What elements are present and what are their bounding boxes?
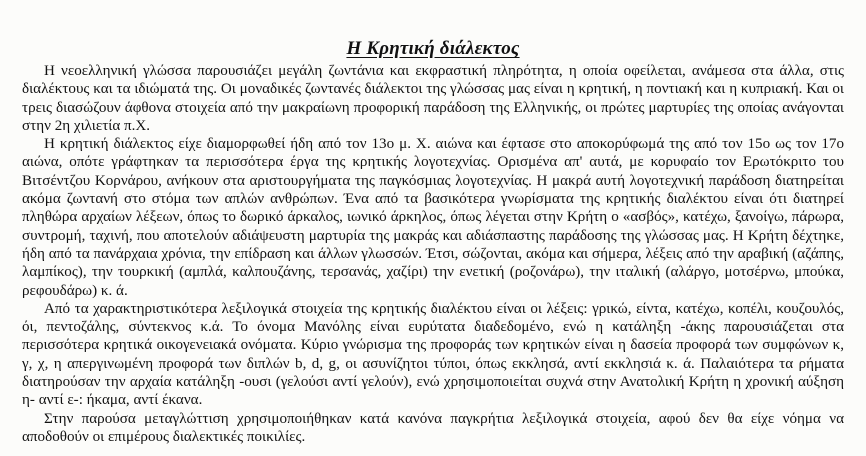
page-title: Η Κρητική διάλεκτος [346,38,520,59]
paragraph-features: Από τα χαρακτηριστικότερα λεξιλογικά στοιχεία της κρητικής διαλέκτου είναι οι λέξεις: γρικώ, είντα, κατέχω, κοπέλι, κουζουλός, όι, πεντοζάλης, σύντεκνος κ.ά. Το όνομα Μανόλης είναι ευρύτατα διαδεδομένο, ενώ η κατάληξη -άκης παρουσιάζεται στα περισσότερα κρητικά οικογενειακά ονόματα. Κύριο γνώρισμα της προφοράς των κρητικών είναι η δασεία προφορά των συμφώνων κ, γ, χ, η απεργινωμένη προφορά των διπλών b, d, g, οι ασυνίζητοι τύποι, όπως εκκλησά, αντί εκκλησιά κ. ά. Παλαιότερα τα ρήματα διατηρούσαν την αρχαία κατάληξη -ουσι (γελούσι αντί γελούν), ενώ χρησιμοποιείται συχνά στην Ανατολική Κρήτη η χρονική αύξηση η- αντί ε-: ήκαμα, αντί έκανα. [22,300,844,409]
paragraph-translation-note: Στην παρούσα μεταγλώττιση χρησιμοποιήθηκαν κατά κανόνα παγκρήτια λεξιλογικά στοιχεία, αφού δεν θα είχε νόημα να αποδοθούν οι επιμέρους διαλεκτικές ποικιλίες. [22,410,844,445]
article-body [22,62,844,446]
paragraph-history: Η κρητική διάλεκτος είχε διαμορφωθεί ήδη από τον 13ο μ. Χ. αιώνα και έφτασε στο αποκορύφωμά της από τον 15ο ως τον 17ο αιώνα, οπότε γράφτηκαν τα περισσότερα έργα της κρητικής λογοτεχνίας. Ορισμένα απ' αυτά, με κορυφαίο τον Ερωτόκριτο του Βιτσέντζου Κορνάρου, ανήκουν στα αριστουργήματα της παγκόσμιας λογοτεχνίας. Η μακρά αυτή λογοτεχνική παράδοση διατηρείται ακόμα ζωντανή στο στόμα των απλών ανθρώπων. Ένα από τα βασικότερα γνωρίσματα της κρητικής διαλέκτου είναι ότι διατηρεί πληθώρα αρχαίων λέξεων, όπως το δωρικό άρκαλος, ιωνικό άρκηλος, όπως λέγεται στην Κρήτη ο «ασβός», κατέχω, ξανοίγω, πάρωρα, συντρομή, ταχινή, που αποτελούν αδιάψευστη μαρτυρία της μακράς και αδιάσπαστης παράδοσης της γλώσσας μας. Η Κρήτη δέχτηκε, ήδη από τα πανάρχαια χρόνια, την επίδραση και άλλων γλωσσών. Έτσι, σώζονται, ακόμα και σήμερα, λέξεις από την αραβική (αζάπης, λαμπίκος), την τουρκική (αμπλά, καλπουζάνης, τερσανάς, χαζίρι) την ενετική (ροζονάρω), την ιταλική (αλάργο, μοτσέρνω, μπούκα, ρεφουδάρω) κ. ά. [22,136,844,299]
paragraph-intro: Η νεοελληνική γλώσσα παρουσιάζει μεγάλη ζωντάνια και εκφραστική πληρότητα, η οποία οφείλεται, ανάμεσα στα άλλα, στις διαλέκτους και τα ιδιώματά της. Οι μοναδικές ζωντανές διάλεκτοι της γλώσσας μας είναι η κρητική, η ποντιακή και η κυπριακή. Και οι τρεις διασώζουν άφθονα στοιχεία από την μακραίωνη προφορική παράδοση της Ελληνικής, οι πρώτες μαρτυρίες της οποίας ανάγονται στην 2η χιλιετία π.Χ. [22,63,844,134]
